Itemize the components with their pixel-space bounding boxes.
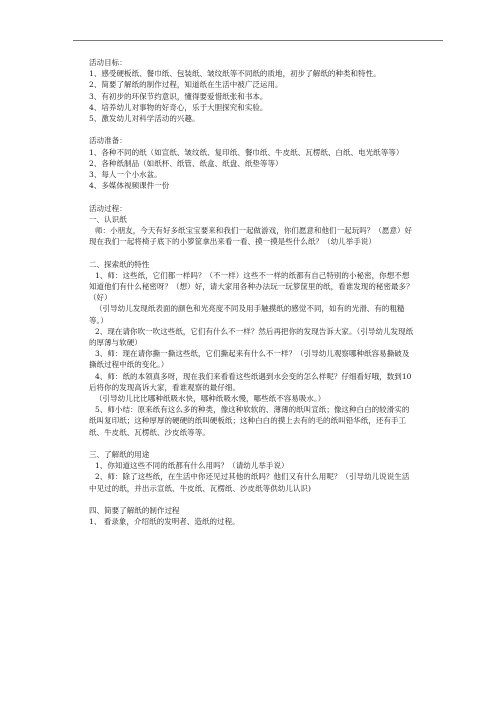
- prep-item: 2、各种纸制品（如纸杯、纸管、纸盒、纸盘、纸垫等等）: [89, 158, 283, 168]
- paragraph: 4、师：纸的本领真多呀，现在我们来看看这些纸遇到水会变的怎么样呢？仔细看好哦，数到10后将你的发现高诉大家，看谁观察的最仔细。: [89, 371, 412, 392]
- spacer: [89, 124, 414, 135]
- spacer: [89, 247, 414, 258]
- section-title: 三、了解纸的用途: [89, 450, 150, 460]
- section-title: 四、简要了解纸的制作过程: [89, 506, 180, 516]
- paragraph: 1、师：这些纸，它们都一样吗？（不一样）这些不一样的纸都有自己特别的小秘密，你想不想知道他们有什么秘密呀？（想）好，请大家用各种办法玩一玩箩筐里的纸，看谁发现的秘密最多？（好）: [89, 270, 414, 303]
- paragraph: 2、师：除了这些纸，在生活中你还见过其他的纸吗？他们又有什么用呢？（引导幼儿说说生活中见过的纸，并出示宣纸、牛皮纸、瓦楞纸、沙皮纸等供幼儿认识): [89, 472, 410, 493]
- spacer: [89, 191, 414, 202]
- paragraph: （引导幼儿比比哪种纸吸水快，哪种纸吸水慢，哪些纸不容易吸水。）: [95, 394, 326, 404]
- goal-item: 3、有初步的环保节约意识，懂得要爱惜纸张和书本。: [89, 91, 268, 101]
- spacer: [89, 494, 414, 505]
- goal-item: 4、培养幼儿对事物的好奇心，乐于大胆探究和实验。: [89, 102, 268, 112]
- prep-item: 4、多媒体视频课件一份: [89, 181, 170, 191]
- paragraph: 2、现在请你吹一吹这些纸，它们有什么不一样？然后再把你的发现告诉大家。（引导幼儿发现纸的厚薄与软硬）: [89, 326, 414, 348]
- paragraph: 1、 看录象，介绍纸的发明者、造纸的过程。: [89, 517, 240, 527]
- prep-item: 3、每人一个小水盆。: [89, 170, 162, 180]
- section-title: 二、探索纸的特性: [89, 259, 150, 269]
- document-body: [89, 57, 414, 527]
- section-title: 一、认识纸: [89, 214, 127, 224]
- header-rule: [73, 40, 443, 41]
- spacer: [89, 438, 414, 449]
- goals-heading: 活动目标：: [89, 58, 127, 67]
- goal-item: 1、感受硬板纸、餐巾纸、包装纸、皱纹纸等不同纸的质地，初步了解纸的种类和特性。: [89, 69, 381, 79]
- prep-item: 1、各种不同的纸（如宣纸、皱纹纸、复印纸、餐巾纸、牛皮纸、瓦楞纸、白纸、电光纸等等）: [89, 147, 404, 157]
- process-heading: 活动过程：: [89, 203, 127, 213]
- goal-item: 5、激发幼儿对科学活动的兴趣。: [89, 114, 200, 124]
- paragraph: 5、师小结：原来纸有这么多的种类，像这种软软的、薄薄的纸叫宣纸；像这种白白的较滑实的纸叫复印纸；这种厚厚的硬硬的纸叫硬板纸；这种白白的摸上去有的毛的纸叫铅华纸，还有手工纸、牛皮纸、瓦楞纸、沙皮纸等等。: [89, 405, 410, 437]
- paragraph: 3、师：现在请你撕一撕这些纸，它们撕起来有什么不一样？（引导幼儿观察哪种纸容易撕破及撕纸过程中纸的变化。）: [89, 349, 410, 370]
- paragraph: （引导幼儿发现纸表面的颜色和光亮度不同及用手触摸纸的感觉不同，如有的光滑、有的粗糙等。）: [89, 304, 405, 325]
- goal-item: 2、简要了解纸的制作过程，知道纸在生活中被广泛运用。: [89, 80, 283, 90]
- paragraph: 1、你知道这些不同的纸都有什么用吗？（请幼儿举手说）: [95, 461, 289, 471]
- paragraph: 师：小朋友，今天有好多纸宝宝要来和我们一起做游戏，你们愿意和他们一起玩吗？（愿意）好现在我们一起将椅子底下的小箩筐拿出来看一看、摸一摸是些什么纸？（幼儿举手说）: [89, 226, 413, 247]
- prep-heading: 活动准备：: [89, 136, 127, 146]
